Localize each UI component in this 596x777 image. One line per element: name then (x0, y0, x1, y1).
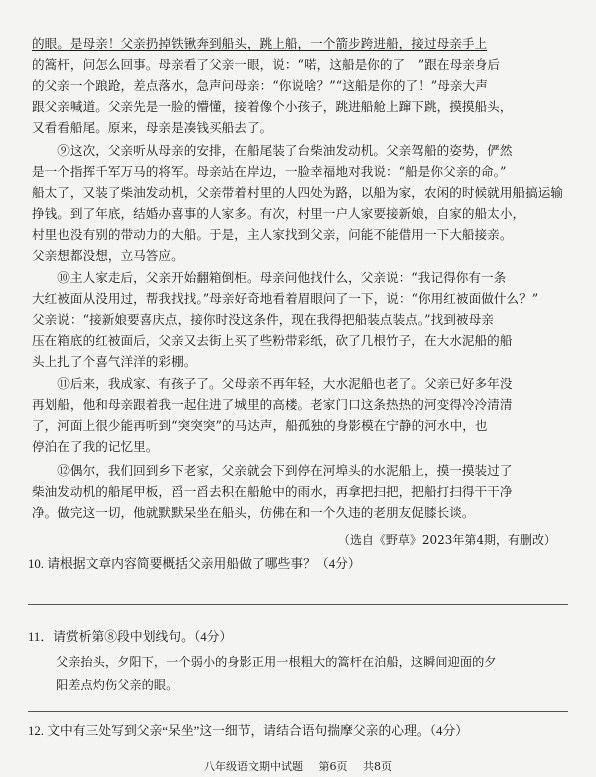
paragraph-9-line: ⑨这次，父亲听从母亲的安排，在船尾装了台柴油发动机。父亲驾船的姿势，俨然 (32, 143, 513, 158)
paragraph-11-line: ⑪后来，我成家、有孩子了。父母亲不再年轻，大水泥船也老了。父亲已好多年没 (32, 376, 513, 391)
answer-rule (28, 711, 568, 712)
exam-title: 八年级语文期中试题 (204, 760, 303, 773)
passage-line: 停泊在了我的记忆里。 (32, 439, 159, 454)
passage-line: 是一个指挥千军万马的将军。母亲站在岸边，一脸幸福地对我说：“船是你父亲的命。” (32, 164, 507, 179)
passage-line: 又看看船尾。原来，母亲是凑钱买船去了。 (32, 120, 273, 135)
quoted-sentence-line: 阳差点灼伤父亲的眼。 (56, 678, 179, 692)
paragraph-10-line: ⑩主人家走后，父亲开始翻箱倒柜。母亲问他找什么，父亲说：“我记得你有一条 (32, 270, 507, 285)
passage-line: 头上扎了个喜气洋洋的彩棚。 (32, 354, 197, 369)
question-11: 11．请赏析第⑧段中划线句。（4分） (28, 630, 233, 644)
page-footer (0, 758, 596, 774)
passage-line: 村里也没有别的带动力的大船。于是，主人家找到父亲，问能不能借用一下大船接亲。 (32, 227, 513, 242)
passage-line: 柴油发动机的船尾甲板，舀一舀去积在船舱中的雨水，再拿把扫把，把船打扫得干干净 (32, 484, 513, 499)
passage-line: 压在箱底的红被面后，父亲又去街上买了些粉带彩纸，砍了几根竹子，在大水泥船的船 (32, 333, 513, 348)
passage-line: 了，河面上很少能再听到“突突突”的马达声，船孤独的身影模在宁静的河水中，也 (32, 418, 488, 433)
page-number: 第6页 (318, 760, 348, 773)
quoted-sentence-line: 父亲抬头，夕阳下，一个弱小的身影正用一根粗大的篙杆在泊船，这瞬间迎面的夕 (56, 655, 497, 669)
passage-line: 再划船，他和母亲跟着我一起住进了城里的高楼。老家门口这条热热的河变得冷冷清清 (32, 397, 513, 412)
source-note: （选自《野草》2023年第4期，有删改） (337, 533, 556, 547)
passage-line: 的父亲一个踉跄，差点落水，急声问母亲：“你说啥？”“这船是你的了！”母亲大声 (32, 78, 488, 93)
passage-line: 挣钱。到了年底，结婚办喜事的人家多。有次，村里一户人家要接新娘，自家的船太小， (32, 206, 526, 221)
passage-line: 的眼。是母亲！父亲扔掉铁锹奔到船头，跳上船，一个箭步跨进船，接过母亲手上 (32, 36, 488, 51)
passage-line: 净。做完这一切，他就默默呆坐在船头，仿佛在和一个久违的老朋友促膝长谈。 (32, 505, 475, 520)
question-10: 10. 请根据文章内容简要概括父亲用船做了哪些事？（4分） (28, 557, 361, 571)
passage-line: 父亲想都没想，立马答应。 (32, 248, 184, 263)
passage-line: 船太了，又装了柴油发动机，父亲带着村里的人四处为路，以船为家，农闲的时候就用船搞运输 (32, 185, 564, 200)
passage-line: 的篙杆，问怎么回事。母亲看了父亲一眼，说：“喏，这船是你的了 ”跟在母亲身后 (32, 57, 501, 72)
passage-line: 跟父亲喊道。父亲先是一脸的懵懂，接着像个小孩子，跳进船舱上蹿下跳，摸摸船头， (32, 99, 513, 114)
paragraph-12-line: ⑫偶尔，我们回到乡下老家，父亲就会下到停在河埠头的水泥船上，摸一摸装过了 (32, 463, 513, 478)
page-total: 共8页 (363, 760, 392, 773)
answer-rule (28, 604, 568, 605)
question-12: 12. 文中有三处写到父亲“呆坐”这一细节，请结合语句揣摩父亲的心理。（4分） (28, 724, 469, 738)
passage-line: 大红被面从没用过，帮我找找。”母亲好奇地看着眉眼问了一下，说：“你用红被面做什么？” (32, 291, 539, 306)
passage-line: 父亲说：“接新娘要喜庆点，接你时没这条件，现在我得把船装点装点。”找到被母亲 (32, 312, 494, 327)
